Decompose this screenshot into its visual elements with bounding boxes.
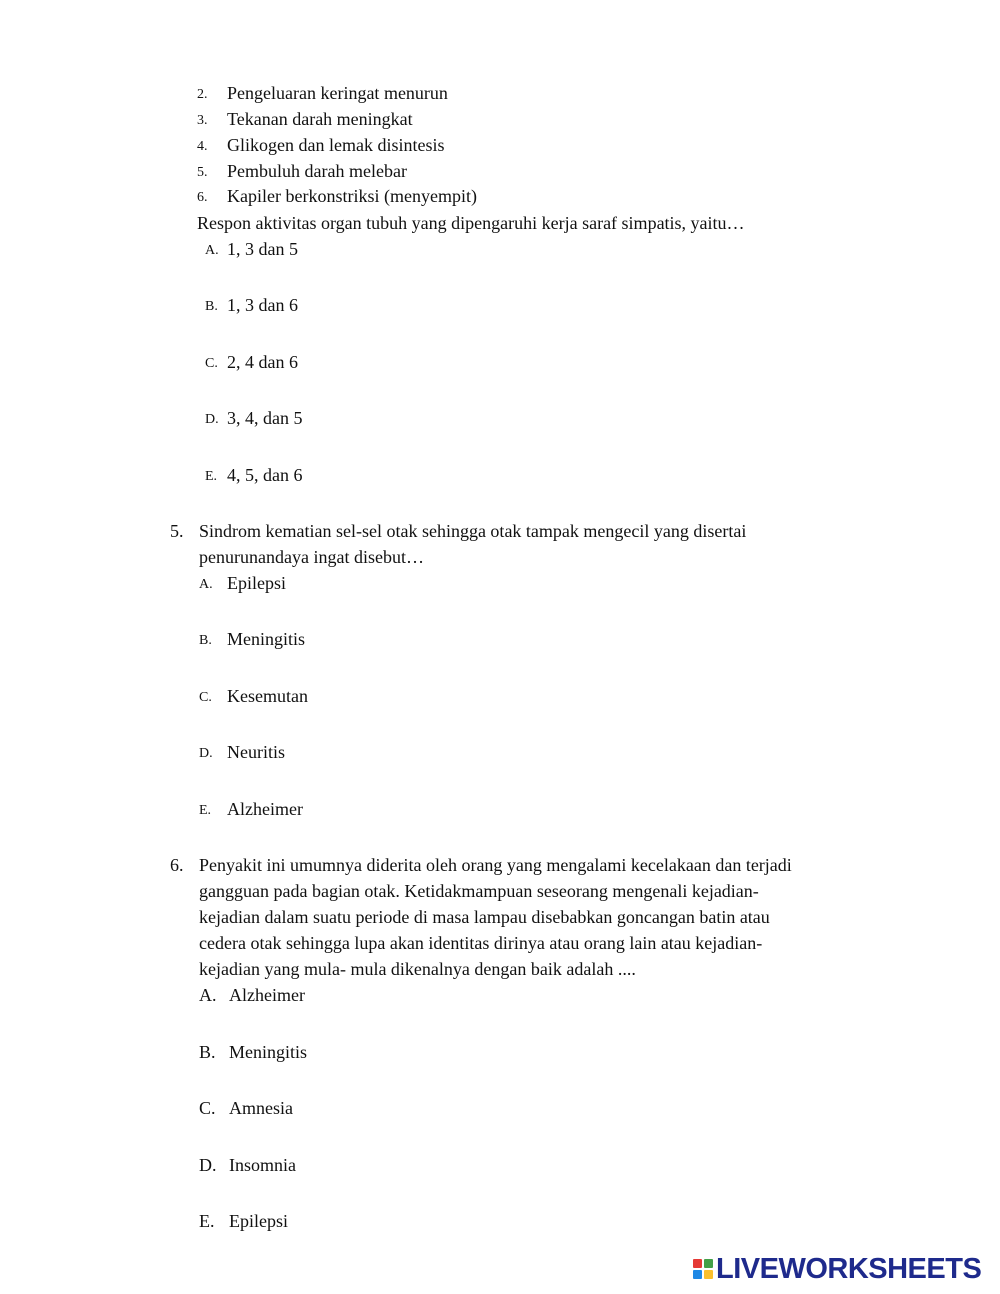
option-letter: A.	[199, 577, 213, 592]
liveworksheets-logo	[693, 1252, 982, 1285]
option-letter: D.	[205, 412, 219, 427]
list-number: 4.	[197, 139, 208, 154]
logo-mark-tile	[704, 1270, 713, 1279]
option-letter: E.	[199, 803, 212, 818]
option-text: Meningitis	[229, 1042, 308, 1062]
option-text: Kesemutan	[227, 686, 308, 706]
option-letter: B.	[199, 1042, 216, 1062]
option-letter: E.	[199, 1211, 215, 1231]
option-text: 4, 5, dan 6	[227, 465, 303, 485]
list-item: Pembuluh darah melebar	[227, 161, 407, 181]
option-text: Insomnia	[229, 1155, 296, 1175]
option-text: Alzheimer	[229, 985, 305, 1005]
option-letter: D.	[199, 746, 213, 761]
option-letter: B.	[199, 633, 212, 648]
option-letter: E.	[205, 469, 218, 484]
option-text: Neuritis	[227, 742, 285, 762]
list-item: Pengeluaran keringat menurun	[227, 83, 448, 103]
option-letter: B.	[205, 299, 218, 314]
question-text	[199, 518, 850, 570]
question-line: kejadian yang mula- mula dikenalnya dengan baik adalah ....	[199, 959, 636, 979]
logo-mark-tile	[704, 1259, 713, 1268]
option-letter: C.	[199, 690, 212, 705]
question-line: Penyakit ini umumnya diderita oleh orang yang mengalami kecelakaan dan terjadi	[199, 855, 792, 875]
question-line: cedera otak sehingga lupa akan identitas dirinya atau orang lain atau kejadian-	[199, 933, 763, 953]
option-text: 3, 4, dan 5	[227, 408, 303, 428]
list-number: 6.	[197, 190, 208, 205]
logo-mark-tile	[693, 1270, 702, 1279]
logo-mark-tile	[693, 1259, 702, 1268]
list-item: Tekanan darah meningkat	[227, 109, 413, 129]
question-number: 6.	[170, 855, 184, 875]
list-item: Glikogen dan lemak disintesis	[227, 135, 445, 155]
option-text: 1, 3 dan 6	[227, 295, 298, 315]
option-letter: A.	[199, 985, 217, 1005]
option-letter: C.	[199, 1098, 216, 1118]
question-number: 5.	[170, 521, 184, 541]
logo-text: LIVEWORKSHEETS	[716, 1252, 982, 1285]
option-letter: D.	[199, 1155, 217, 1175]
option-text: 2, 4 dan 6	[227, 352, 298, 372]
question-line: gangguan pada bagian otak. Ketidakmampuan seseorang mengenali kejadian-	[199, 881, 759, 901]
list-item: Kapiler berkonstriksi (menyempit)	[227, 186, 477, 206]
option-text: Epilepsi	[229, 1211, 288, 1231]
option-text: Meningitis	[227, 629, 306, 649]
option-text: Alzheimer	[227, 799, 303, 819]
question-line: Sindrom kematian sel-sel otak sehingga otak tampak mengecil yang disertai	[199, 521, 747, 541]
option-letter: C.	[205, 356, 218, 371]
question-prompt: Respon aktivitas organ tubuh yang dipengaruhi kerja saraf simpatis, yaitu…	[197, 213, 745, 233]
option-text: 1, 3 dan 5	[227, 239, 298, 259]
list-number: 2.	[197, 87, 208, 102]
option-text: Epilepsi	[227, 573, 286, 593]
list-number: 5.	[197, 165, 208, 180]
option-letter: A.	[205, 243, 219, 258]
logo-mark-icon	[693, 1259, 713, 1279]
option-text: Amnesia	[229, 1098, 293, 1118]
list-number: 3.	[197, 113, 208, 128]
question-line: penurunandaya ingat disebut…	[199, 547, 424, 567]
question-text	[199, 852, 850, 982]
question-line: kejadian dalam suatu periode di masa lampau disebabkan goncangan batin atau	[199, 907, 770, 927]
